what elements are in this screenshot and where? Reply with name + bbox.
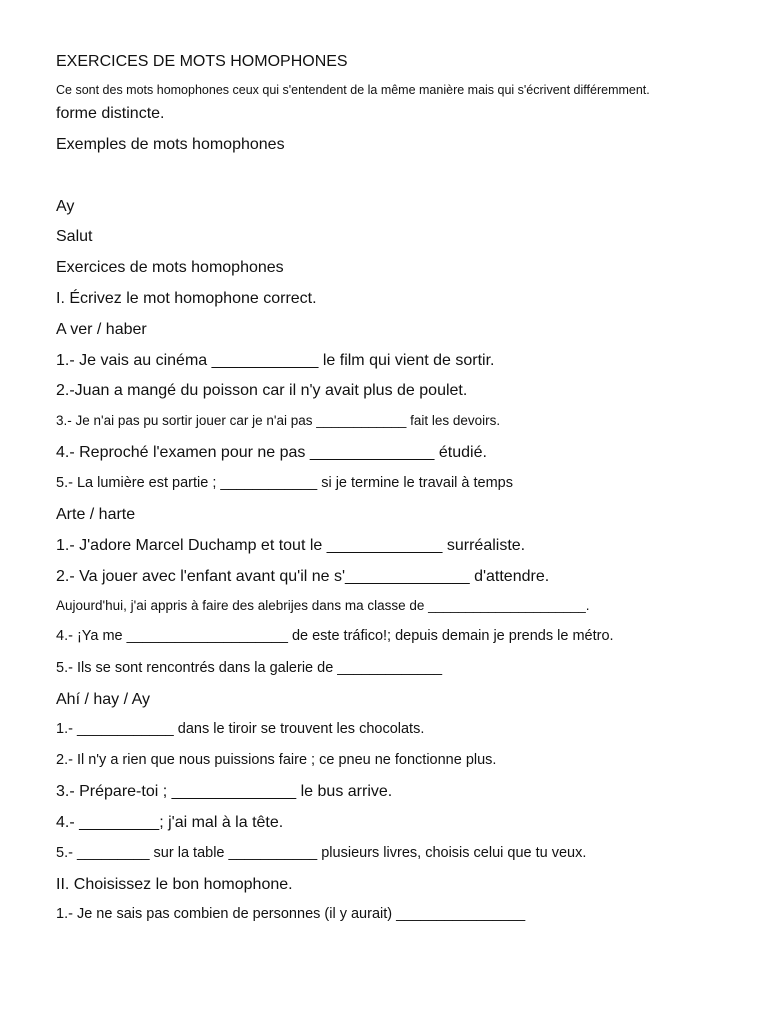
section-title-part-two: II. Choisissez le bon homophone. [56, 876, 293, 893]
text-line-intro: Ce sont des mots homophones ceux qui s'entendent de la même manière mais qui s'écrivent différemment. [56, 83, 650, 97]
group-title-ahi-hay-ay: Ahí / hay / Ay [56, 691, 150, 708]
exercise-item: 1.- J'adore Marcel Duchamp et tout le _____________ surréaliste. [56, 537, 526, 554]
exercise-item: 3.- Je n'ai pas pu sortir jouer car je n'ai pas ____________ fait les devoirs. [56, 413, 501, 428]
exercise-item: 5.- Ils se sont rencontrés dans la galerie de _____________ [56, 660, 443, 676]
exercise-item: 2.- Va jouer avec l'enfant avant qu'il ne s'______________ d'attendre. [56, 568, 550, 585]
exercise-item: 1.- ____________ dans le tiroir se trouvent les chocolats. [56, 721, 425, 737]
exercise-item: 3.- Prépare-toi ; ______________ le bus arrive. [56, 783, 393, 800]
group-title-arte-harte: Arte / harte [56, 506, 136, 523]
text-line-example-ay: Ay [56, 198, 75, 215]
group-title-a-ver-haber: A ver / haber [56, 321, 147, 338]
exercise-item: 4.- ¡Ya me ____________________ de este tráfico!; depuis demain je prends le métro. [56, 628, 614, 644]
exercise-item: 2.- Il n'y a rien que nous puissions faire ; ce pneu ne fonctionne plus. [56, 752, 497, 768]
exercise-item: 5.- La lumière est partie ; ____________ si je termine le travail à temps [56, 475, 513, 491]
document-title: EXERCICES DE MOTS HOMOPHONES [56, 53, 348, 70]
exercise-item: Aujourd'hui, j'ai appris à faire des alebrijes dans ma classe de _____________________. [56, 598, 590, 613]
exercise-item: 4.- _________; j'ai mal à la tête. [56, 814, 284, 831]
exercise-item: 1.- Je vais au cinéma ____________ le film qui vient de sortir. [56, 352, 495, 369]
text-line-intro-continued: forme distincte. [56, 105, 165, 122]
exercise-item: 5.- _________ sur la table ___________ plusieurs livres, choisis celui que tu veux. [56, 845, 587, 861]
exercise-item: 2.-Juan a mangé du poisson car il n'y avait plus de poulet. [56, 382, 468, 399]
exercise-item: 1.- Je ne sais pas combien de personnes (il y aurait) ________________ [56, 906, 526, 922]
heading-examples: Exemples de mots homophones [56, 136, 285, 153]
exercise-item: 4.- Reproché l'examen pour ne pas ______________ étudié. [56, 444, 487, 461]
section-title-part-one: I. Écrivez le mot homophone correct. [56, 290, 317, 307]
text-line-example-salut: Salut [56, 228, 93, 245]
heading-exercises: Exercices de mots homophones [56, 259, 284, 276]
